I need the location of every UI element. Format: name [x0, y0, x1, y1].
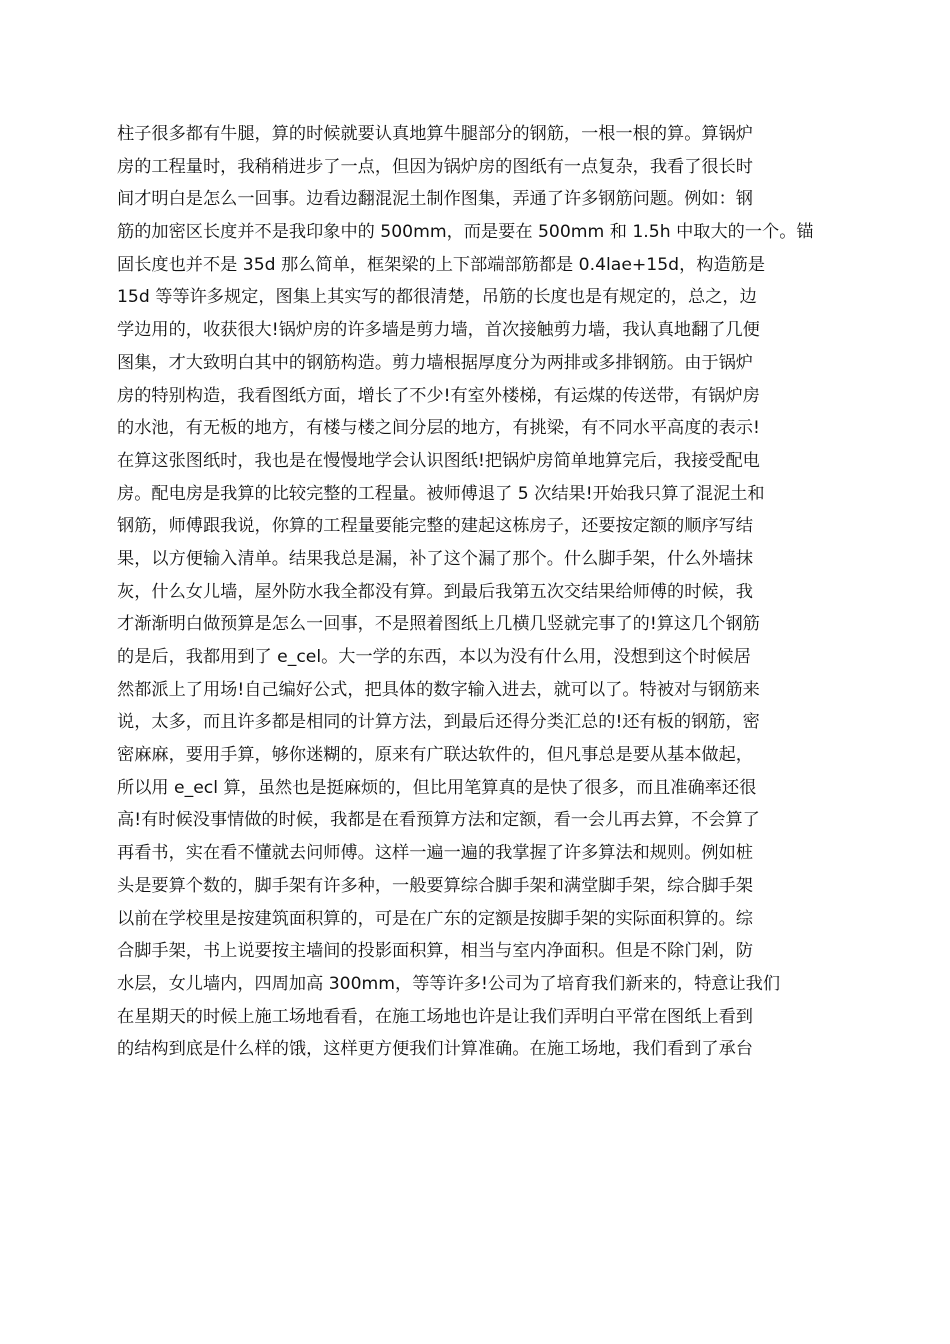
text-line: 果，以方便输入清单。结果我总是漏，补了这个漏了那个。什么脚手架，什么外墙抹 [117, 548, 753, 569]
text-line: 然都派上了用场!自己编好公式，把具体的数字输入进去，就可以了。特被对与钢筋来 [117, 679, 760, 700]
text-line: 才渐渐明白做预算是怎么一回事，不是照着图纸上几横几竖就完事了的!算这几个钢筋 [117, 614, 760, 635]
text-line: 合脚手架，书上说要按主墙间的投影面积算，相当与室内净面积。但是不除门剁，防 [117, 941, 753, 962]
text-line: 柱子很多都有牛腿，算的时候就要认真地算牛腿部分的钢筋，一根一根的算。算锅炉 [117, 124, 753, 144]
text-line: 图集，才大致明白其中的钢筋构造。剪力墙根据厚度分为两排或多排钢筋。由于锅炉 [117, 352, 753, 373]
text-line: 筋的加密区长度并不是我印象中的 500mm，而是要在 500mm 和 1.5h 中取大的一个。锚 [117, 222, 814, 243]
text-line: 灰，什么女儿墙，屋外防水我全都没有算。到最后我第五次交结果给师傅的时候，我 [117, 581, 753, 602]
text-line: 固长度也并不是 35d 那么简单，框架梁的上下部端部筋都是 0.4lae+15d，构造筋是 [117, 254, 766, 275]
text-line: 水层，女儿墙内，四周加高 300mm，等等许多!公司为了培育我们新来的，特意让我们 [117, 973, 781, 994]
text-line: 房的特别构造，我看图纸方面，增长了不少!有室外楼梯，有运煤的传送带，有锅炉房 [117, 385, 760, 406]
text-line: 在算这张图纸时，我也是在慢慢地学会认识图纸!把锅炉房简单地算完后，我接受配电 [117, 450, 760, 471]
text-line: 15d 等等许多规定，图集上其实写的都很清楚，吊筋的长度也是有规定的，总之，边 [117, 287, 757, 308]
text-line: 的水池，有无板的地方，有楼与楼之间分层的地方，有挑梁，有不同水平高度的表示! [117, 418, 760, 439]
text-line: 再看书，实在看不懂就去问师傅。这样一遍一遍的我掌握了许多算法和规则。例如桩 [117, 843, 753, 864]
body-paragraph [117, 118, 837, 1066]
text-line: 的是后，我都用到了 e_cel。大一学的东西，本以为没有什么用，没想到这个时候居 [117, 647, 751, 667]
text-line: 密麻麻，要用手算，够你迷糊的，原来有广联达软件的，但凡事总是要从基本做起， [117, 745, 753, 766]
text-line: 房的工程量时，我稍稍进步了一点，但因为锅炉房的图纸有一点复杂，我看了很长时 [117, 156, 753, 177]
text-line: 房。配电房是我算的比较完整的工程量。被师傅退了 5 次结果!开始我只算了混泥土和 [117, 483, 765, 504]
text-line: 以前在学校里是按建筑面积算的，可是在广东的定额是按脚手架的实际面积算的。综 [117, 908, 753, 929]
text-line: 间才明白是怎么一回事。边看边翻混泥土制作图集，弄通了许多钢筋问题。例如：钢 [117, 189, 753, 210]
text-line: 头是要算个数的，脚手架有许多种，一般要算综合脚手架和满堂脚手架，综合脚手架 [117, 875, 753, 896]
text-line: 所以用 e_ecl 算，虽然也是挺麻烦的，但比用笔算真的是快了很多，而且准确率还很 [117, 777, 757, 798]
text-line: 学边用的，收获很大!锅炉房的许多墙是剪力墙，首次接触剪力墙，我认真地翻了几便 [117, 320, 760, 341]
text-line: 高!有时候没事情做的时候，我都是在看预算方法和定额，看一会儿再去算，不会算了 [117, 810, 760, 831]
text-line: 说，太多，而且许多都是相同的计算方法，到最后还得分类汇总的!还有板的钢筋，密 [117, 712, 760, 733]
text-line: 的结构到底是什么样的饿，这样更方便我们计算准确。在施工场地，我们看到了承台 [117, 1039, 753, 1060]
text-line: 在星期天的时候上施工场地看看，在施工场地也许是让我们弄明白平常在图纸上看到 [117, 1006, 753, 1027]
text-line: 钢筋，师傅跟我说，你算的工程量要能完整的建起这栋房子，还要按定额的顺序写结 [117, 516, 753, 537]
